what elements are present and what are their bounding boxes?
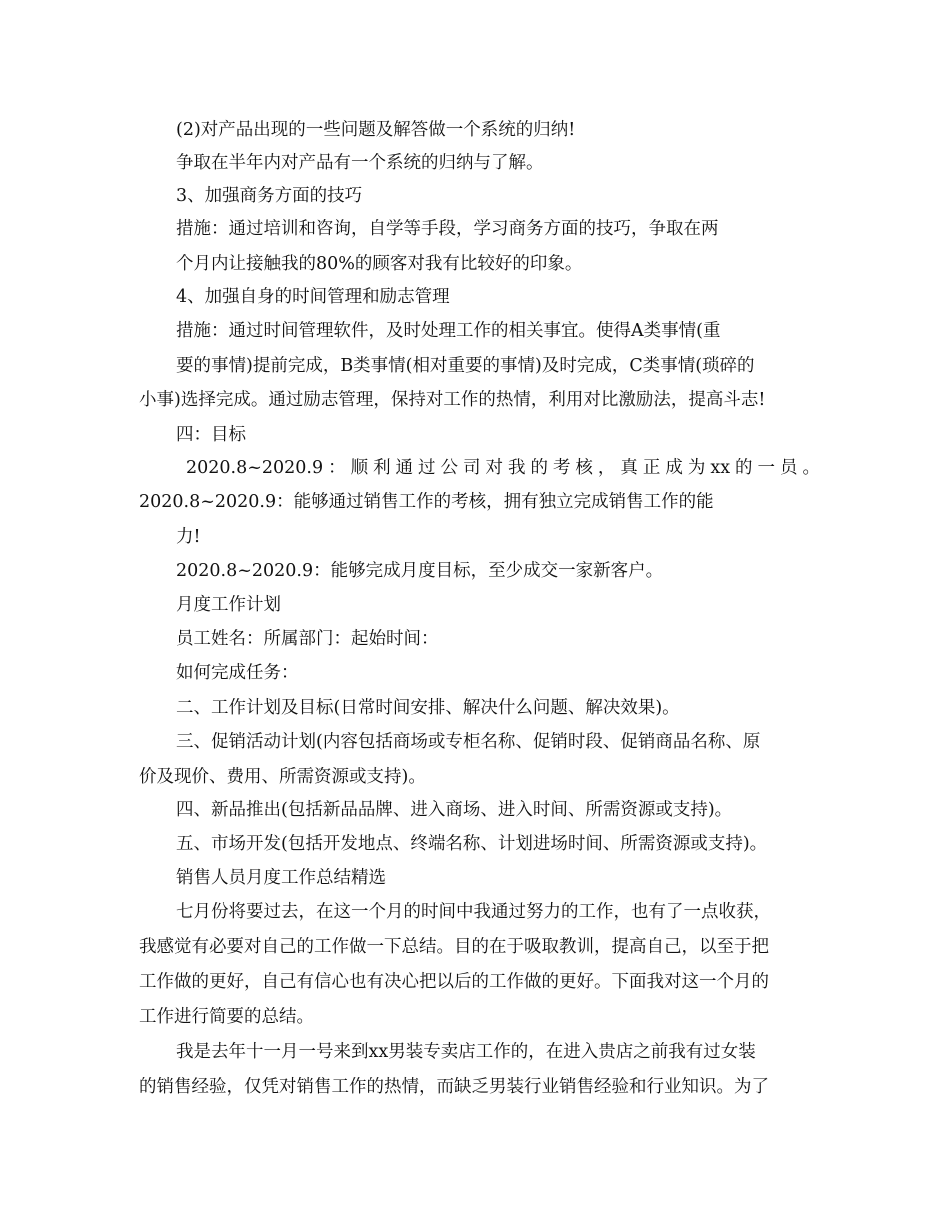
section-heading: 销售人员月度工作总结精选 (176, 868, 386, 888)
text-line: 力! (176, 527, 201, 547)
text-line: 如何完成任务： (176, 663, 299, 683)
text-line: 个月内让接触我的80%的顾客对我有比较好的印象。 (176, 254, 583, 274)
text-line: 小事)选择完成。通过励志管理，保持对工作的热情，利用对比激励法，提高斗志! (139, 390, 766, 410)
text-line: 2020.8~2020.9：顺利通过公司对我的考核，真正成为xx的一员。 (186, 458, 820, 478)
text-line: 2020.8~2020.9：能够通过销售工作的考核，拥有独立完成销售工作的能 (139, 492, 714, 512)
section-heading: 月度工作计划 (176, 595, 281, 615)
text-line: 员工姓名：所属部门：起始时间： (176, 629, 439, 649)
text-line: 措施：通过培训和咨询，自学等手段，学习商务方面的技巧，争取在两 (176, 219, 719, 239)
text-line: 三、促销活动计划(内容包括商场或专柜名称、促销时段、促销商品名称、原 (176, 732, 761, 752)
text-line: 措施：通过时间管理软件，及时处理工作的相关事宜。使得A类事情(重 (176, 321, 721, 341)
section-heading: 四：目标 (176, 425, 246, 445)
text-line: 工作做的更好，自己有信心也有决心把以后的工作做的更好。下面我对这一个月的 (139, 972, 769, 992)
section-heading: 4、加强自身的时间管理和励志管理 (176, 287, 450, 307)
text-line: 我是去年十一月一号来到xx男装专卖店工作的，在进入贵店之前我有过女装 (176, 1042, 756, 1062)
text-line: 价及现价、费用、所需资源或支持)。 (139, 767, 426, 787)
text-line: 七月份将要过去，在这一个月的时间中我通过努力的工作，也有了一点收获， (176, 902, 771, 922)
text-line: 我感觉有必要对自己的工作做一下总结。目的在于吸取教训，提高自己，以至于把 (139, 937, 769, 957)
text-line: (2)对产品出现的一些问题及解答做一个系统的归纳! (176, 120, 576, 140)
text-line: 2020.8~2020.9：能够完成月度目标，至少成交一家新客户。 (176, 561, 664, 581)
text-line: 的销售经验，仅凭对销售工作的热情，而缺乏男装行业销售经验和行业知识。为了 (139, 1077, 769, 1097)
text-line: 二、工作计划及目标(日常时间安排、解决什么问题、解决效果)。 (176, 698, 680, 718)
text-line: 要的事情)提前完成，B类事情(相对重要的事情)及时完成，C类事情(琐碎的 (176, 356, 755, 376)
text-line: 五、市场开发(包括开发地点、终端名称、计划进场时间、所需资源或支持)。 (176, 834, 768, 854)
text-line: 工作进行简要的总结。 (139, 1007, 314, 1027)
text-line: 四、新品推出(包括新品品牌、进入商场、进入时间、所需资源或支持)。 (176, 800, 733, 820)
text-line: 争取在半年内对产品有一个系统的归纳与了解。 (176, 153, 544, 173)
section-heading: 3、加强商务方面的技巧 (176, 186, 363, 206)
